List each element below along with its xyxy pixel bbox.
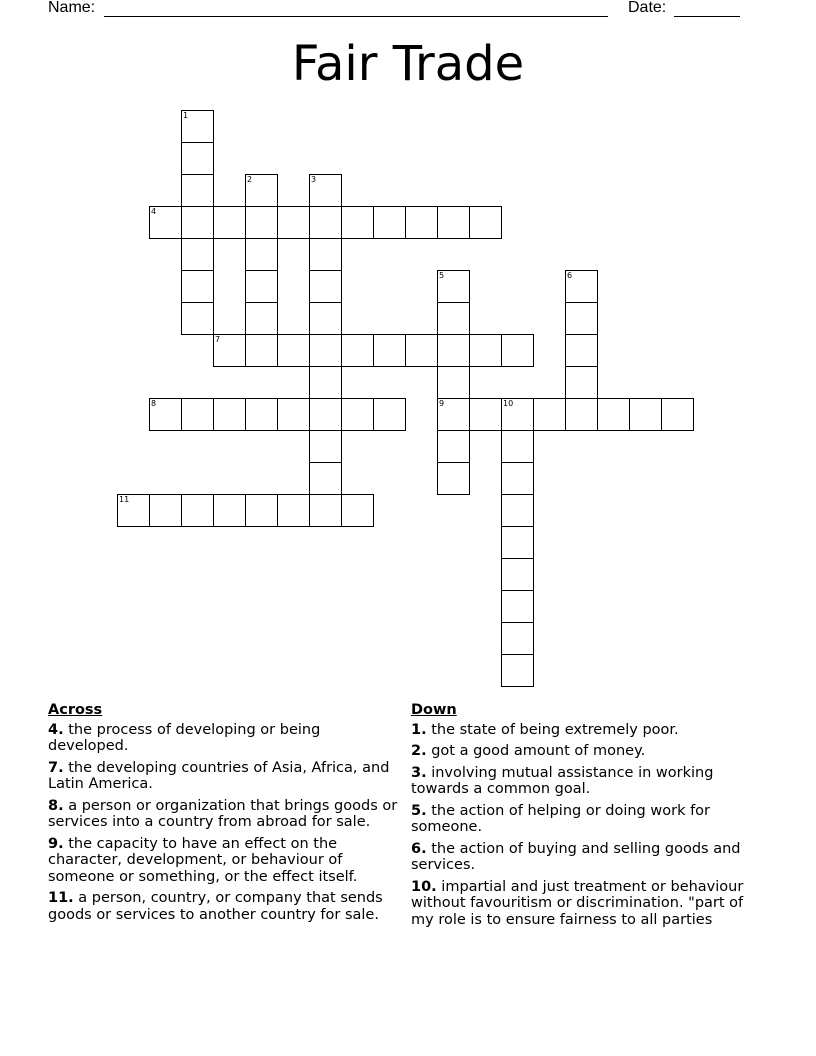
clue-number: 3	[311, 175, 317, 184]
crossword-cell[interactable]	[341, 398, 374, 431]
crossword-cell[interactable]	[181, 302, 214, 335]
crossword-cell[interactable]	[309, 462, 342, 495]
crossword-cell[interactable]	[501, 622, 534, 655]
crossword-cell[interactable]	[501, 430, 534, 463]
across-clue: 9. the capacity to have an effect on the character, development, or behaviour of someone or something, or the effect itself.	[48, 835, 358, 885]
crossword-cell[interactable]	[213, 206, 246, 239]
clue-number: 11	[119, 495, 130, 504]
crossword-cell[interactable]	[405, 206, 438, 239]
crossword-cell[interactable]	[501, 654, 534, 687]
crossword-cell[interactable]	[501, 398, 534, 431]
date-label: Date:	[628, 0, 667, 16]
crossword-cell[interactable]	[149, 206, 182, 239]
down-clue: 2. got a good amount of money.	[411, 743, 646, 759]
crossword-cell[interactable]	[309, 398, 342, 431]
crossword-cell[interactable]	[629, 398, 662, 431]
crossword-cell[interactable]	[309, 174, 342, 207]
crossword-cell[interactable]	[309, 494, 342, 527]
down-clue: 1. the state of being extremely poor.	[411, 721, 679, 738]
crossword-cell[interactable]	[149, 494, 182, 527]
crossword-cell[interactable]	[277, 334, 310, 367]
crossword-cell[interactable]	[437, 206, 470, 239]
crossword-cell[interactable]	[437, 270, 470, 303]
crossword-cell[interactable]	[181, 110, 214, 143]
crossword-cell[interactable]	[309, 334, 342, 367]
crossword-cell[interactable]	[469, 206, 502, 239]
crossword-cell[interactable]	[309, 206, 342, 239]
crossword-cell[interactable]	[565, 302, 598, 335]
crossword-cell[interactable]	[437, 398, 470, 431]
crossword-cell[interactable]	[309, 270, 342, 303]
crossword-cell[interactable]	[565, 366, 598, 399]
crossword-cell[interactable]	[277, 398, 310, 431]
crossword-cell[interactable]	[469, 398, 502, 431]
down-clue: 5. the action of helping or doing work for someone.	[411, 802, 711, 835]
crossword-cell[interactable]	[597, 398, 630, 431]
clue-number: 10	[503, 399, 514, 408]
crossword-cell[interactable]	[437, 366, 470, 399]
crossword-cell[interactable]	[309, 430, 342, 463]
crossword-cell[interactable]	[181, 142, 214, 175]
crossword-cell[interactable]	[341, 494, 374, 527]
crossword-cell[interactable]	[245, 238, 278, 271]
crossword-cell[interactable]	[245, 174, 278, 207]
crossword-cell[interactable]	[405, 334, 438, 367]
crossword-cell[interactable]	[437, 430, 470, 463]
page-title: Fair Trade	[291, 36, 525, 92]
crossword-cell[interactable]	[277, 494, 310, 527]
crossword-cell[interactable]	[245, 206, 278, 239]
crossword-cell[interactable]	[373, 334, 406, 367]
crossword-cell[interactable]	[565, 334, 598, 367]
clue-number: 5	[439, 271, 445, 280]
crossword-cell[interactable]	[181, 238, 214, 271]
crossword-cell[interactable]	[501, 590, 534, 623]
crossword-cell[interactable]	[309, 302, 342, 335]
crossword-cell[interactable]	[277, 206, 310, 239]
crossword-cell[interactable]	[437, 462, 470, 495]
crossword-cell[interactable]	[309, 366, 342, 399]
clue-number: 2	[247, 175, 253, 184]
down-clue: 6. the action of buying and selling goods and services.	[411, 840, 741, 873]
crossword-cell[interactable]	[501, 462, 534, 495]
crossword-cell[interactable]	[501, 558, 534, 591]
clue-number: 6	[567, 271, 573, 280]
crossword-cell[interactable]	[373, 398, 406, 431]
across-clue: 7. the developing countries of Asia, Africa, and Latin America.	[48, 759, 390, 792]
crossword-cell[interactable]	[501, 494, 534, 527]
crossword-cell[interactable]	[181, 206, 214, 239]
crossword-cell[interactable]	[181, 398, 214, 431]
across-clue: 11. a person, country, or company that sends goods or services to another country for sale.	[48, 890, 383, 923]
crossword-cell[interactable]	[213, 398, 246, 431]
crossword-cell[interactable]	[373, 206, 406, 239]
crossword-cell[interactable]	[565, 398, 598, 431]
crossword-cell[interactable]	[213, 494, 246, 527]
crossword-cell[interactable]	[245, 334, 278, 367]
clue-number: 1	[183, 111, 189, 120]
clue-number: 9	[439, 399, 445, 408]
across-clue: 4. the process of developing or being developed.	[48, 721, 321, 754]
down-heading: Down	[411, 702, 457, 718]
clue-number: 8	[151, 399, 157, 408]
across-clues	[48, 702, 400, 928]
crossword-cell[interactable]	[213, 334, 246, 367]
crossword-cell[interactable]	[117, 494, 150, 527]
crossword-cell[interactable]	[501, 334, 534, 367]
crossword-cell[interactable]	[661, 398, 694, 431]
crossword-cell[interactable]	[245, 270, 278, 303]
down-clue: 3. involving mutual assistance in working towards a common goal.	[411, 764, 714, 797]
crossword-cell[interactable]	[245, 302, 278, 335]
crossword-cell[interactable]	[149, 398, 182, 431]
clue-number: 4	[151, 207, 157, 216]
crossword-cell[interactable]	[341, 334, 374, 367]
crossword-cell[interactable]	[181, 174, 214, 207]
crossword-cell[interactable]	[245, 494, 278, 527]
clue-number: 7	[215, 335, 221, 344]
crossword-cell[interactable]	[565, 270, 598, 303]
across-heading: Across	[48, 702, 103, 718]
crossword-cell[interactable]	[181, 270, 214, 303]
name-label: Name:	[48, 0, 96, 16]
down-clue: 10. impartial and just treatment or behaviour without favouritism or discrimination. "part of my role is to ensure fairness to all parties	[411, 878, 744, 928]
crossword-cell[interactable]	[469, 334, 502, 367]
crossword-cell[interactable]	[309, 238, 342, 271]
crossword-cell[interactable]	[533, 398, 566, 431]
down-clues	[411, 702, 763, 933]
crossword-cell[interactable]	[437, 302, 470, 335]
crossword-cell[interactable]	[501, 526, 534, 559]
crossword-cell[interactable]	[341, 206, 374, 239]
crossword-cell[interactable]	[245, 398, 278, 431]
crossword-cell[interactable]	[437, 334, 470, 367]
crossword-cell[interactable]	[181, 494, 214, 527]
across-clue: 8. a person or organization that brings goods or services into a country from abroad for sale.	[48, 797, 398, 830]
